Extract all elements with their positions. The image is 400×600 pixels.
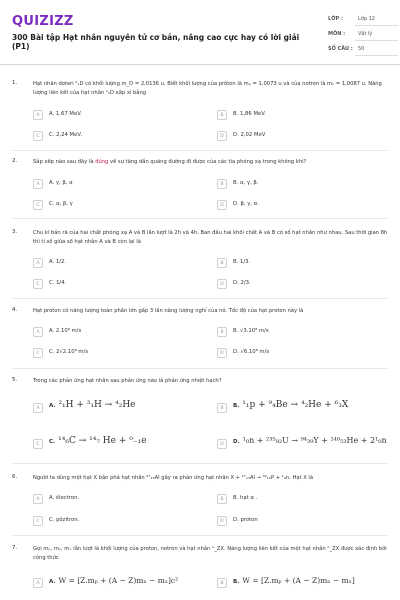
question-stem: Gọi mₚ, mₙ, mₓ lần lượt là khối lượng của proton, notron và hạt nhân ᴬ_ZX. Năng lượng liên kết của một hạt nhân ᴬ_ZX được xác định bởi công thức [33,546,387,561]
question-number: 2. [12,158,18,164]
meta-count-value: 50 [358,46,365,52]
option-a[interactable] [33,494,203,506]
option-c[interactable] [33,279,203,291]
question-number: 7. [12,545,18,551]
meta-subject-label: MÔN : [328,31,346,37]
option-b[interactable] [217,258,387,270]
option-c[interactable] [33,348,203,360]
option-text: C. 2,24 MeV. [49,132,82,138]
option-letter-box: A [33,403,43,413]
option-formula: D. ¹₀n + ²³⁵₉₂U → ⁹⁴₃₉Y + ¹⁴⁰₅₃He + 2¹₀n [233,436,387,445]
option-letter-box: A [33,578,43,588]
option-b[interactable] [217,400,387,415]
option-text: D. β, γ, α. [233,201,259,207]
option-text: A. 1,67 MeV. [49,111,82,117]
option-text: B. 1/3. [233,259,251,265]
question-divider [12,368,388,369]
option-c[interactable] [33,436,203,451]
option-letter-box: D [217,439,227,449]
option-text: A. γ, β, α [49,180,73,186]
option-letter-box: A [33,179,43,189]
option-letter-box: C [33,200,43,210]
meta-divider [355,55,398,56]
option-text: C. 1/4. [49,280,67,286]
option-d[interactable] [217,348,387,360]
question-divider [12,218,388,219]
option-text: C. pôzitron. [49,517,80,523]
question-divider [12,463,388,464]
option-d[interactable] [217,436,387,451]
meta-class [328,12,398,26]
option-letter-box: C [33,131,43,141]
option-letter-box: C [33,348,43,358]
option-a[interactable] [33,327,203,339]
option-formula: A. ²₁H + ³₁H → ⁴₂He [49,400,136,410]
option-a[interactable] [33,110,203,122]
option-letter-box: B [217,403,227,413]
question-number: 1. [12,80,18,86]
option-c[interactable] [33,131,203,143]
document-header [0,0,400,65]
option-letter-box: B [217,179,227,189]
option-letter-box: D [217,348,227,358]
option-a[interactable] [33,258,203,270]
option-c[interactable] [33,200,203,212]
question-stem: Sắp xếp nào sau đây là đúng về sự tăng dần quãng đường đi được của các tia phóng xạ trong không khí? [33,159,307,165]
option-letter-box: A [33,494,43,504]
option-letter-box: A [33,258,43,268]
question-number: 4. [12,307,18,313]
option-d[interactable] [217,131,387,143]
option-letter-box: A [33,327,43,337]
meta-divider [355,25,398,26]
meta-class-label: LỚP : [328,16,343,22]
option-b[interactable] [217,179,387,191]
option-d[interactable] [217,200,387,212]
option-text: D. √6.10⁸ m/s [233,349,270,355]
meta-divider [355,40,398,41]
option-text: B. 1,86 MeV. [233,111,266,117]
question-stem: Người ta dùng một hạt X bắn phá hạt nhân ²⁷₁₃Al gây ra phản ứng hạt nhân X + ²⁷₁₃Al → ³⁰₁₅P + ¹₀n. Hạt X là [33,475,314,481]
option-a[interactable] [33,578,203,590]
question-divider [12,298,388,299]
option-letter-box: C [33,279,43,289]
quizizz-logo: QUIZIZZ [12,14,74,29]
option-formula: B. ¹₁p + ⁹₄Be → ⁴₂He + ⁶₃X [233,400,349,410]
option-text: A. êlectron. [49,495,80,501]
option-letter-box: B [217,258,227,268]
meta-count [328,42,398,56]
option-letter-box: B [217,110,227,120]
option-d[interactable] [217,516,387,528]
option-letter-box: D [217,516,227,526]
option-text: D. proton [233,517,258,523]
question-number: 5. [12,377,18,383]
option-formula: A. W = [Z.mₚ + (A − Z)mₙ − mₓ]c² [49,576,179,585]
option-text: D. 2/3. [233,280,251,286]
option-letter-box: D [217,131,227,141]
option-b[interactable] [217,578,387,590]
question-divider [12,150,388,151]
option-text: A. 1/2. [49,259,67,265]
question-divider [12,535,388,536]
option-a[interactable] [33,400,203,415]
option-b[interactable] [217,110,387,122]
option-text: B. hạt α . [233,495,258,501]
option-d[interactable] [217,279,387,291]
option-c[interactable] [33,516,203,528]
question-stem: Chu kì bán rã của hai chất phóng xạ A và B lần lượt là 2h và 4h. Ban đầu hai khối chất A và B có số hạt nhân như nhau. Sau thời gian 8h thì tỉ số giữa số hạt nhân A và B còn lại là [33,230,388,245]
option-text: D. 2,02 MeV [233,132,266,138]
option-text: C. α, β, γ [49,201,73,207]
option-b[interactable] [217,494,387,506]
option-text: B. α, γ, β. [233,180,259,186]
question-number: 6. [12,474,18,480]
question-stem: Trong các phản ứng hạt nhân sau phản ứng nào là phản ứng nhiệt hạch? [33,378,222,384]
option-letter-box: D [217,279,227,289]
option-letter-box: B [217,494,227,504]
meta-count-label: SỐ CÂU : [328,46,353,52]
option-letter-box: A [33,110,43,120]
meta-class-value: Lớp 12 [358,16,375,22]
option-b[interactable] [217,327,387,339]
option-letter-box: D [217,200,227,210]
option-letter-box: B [217,327,227,337]
option-letter-box: C [33,516,43,526]
option-a[interactable] [33,179,203,191]
question-stem: Hạt nhân doteri ²₁D có khối lượng m_D = 2,0136 u. Biết khối lượng của prôton là mₚ = 1,0073 u và của notron là mₙ = 1,0087 u. Năng lượng liên kết của hạt nhân ²₁D xấp xỉ bằng [33,81,382,96]
question-stem: Hạt proton có năng lượng toàn phần lớn gấp 3 lần năng lượng nghỉ của nó. Tốc độ của hạt proton này là [33,308,304,314]
option-text: A. 2.10⁸ m/s [49,328,82,334]
option-text: B. √3.10⁸ m/s [233,328,269,334]
meta-subject [328,27,398,41]
option-formula: C. ¹⁴₆C → ¹⁴₇ He + ⁰₋₁e [49,436,147,446]
option-text: C. 2√2.10⁸ m/s [49,349,89,355]
option-formula: B. W = [Z.mₚ + (A − Z)mₙ − mₓ] [233,576,355,585]
emphasis-text: đúng [95,159,109,165]
meta-subject-value: Vật lý [358,31,373,37]
document-title: 300 Bài tập Hạt nhân nguyên tử cơ bản, nâng cao cực hay có lời giải (P1) [12,33,300,51]
option-letter-box: C [33,439,43,449]
question-number: 3. [12,229,18,235]
option-letter-box: B [217,578,227,588]
